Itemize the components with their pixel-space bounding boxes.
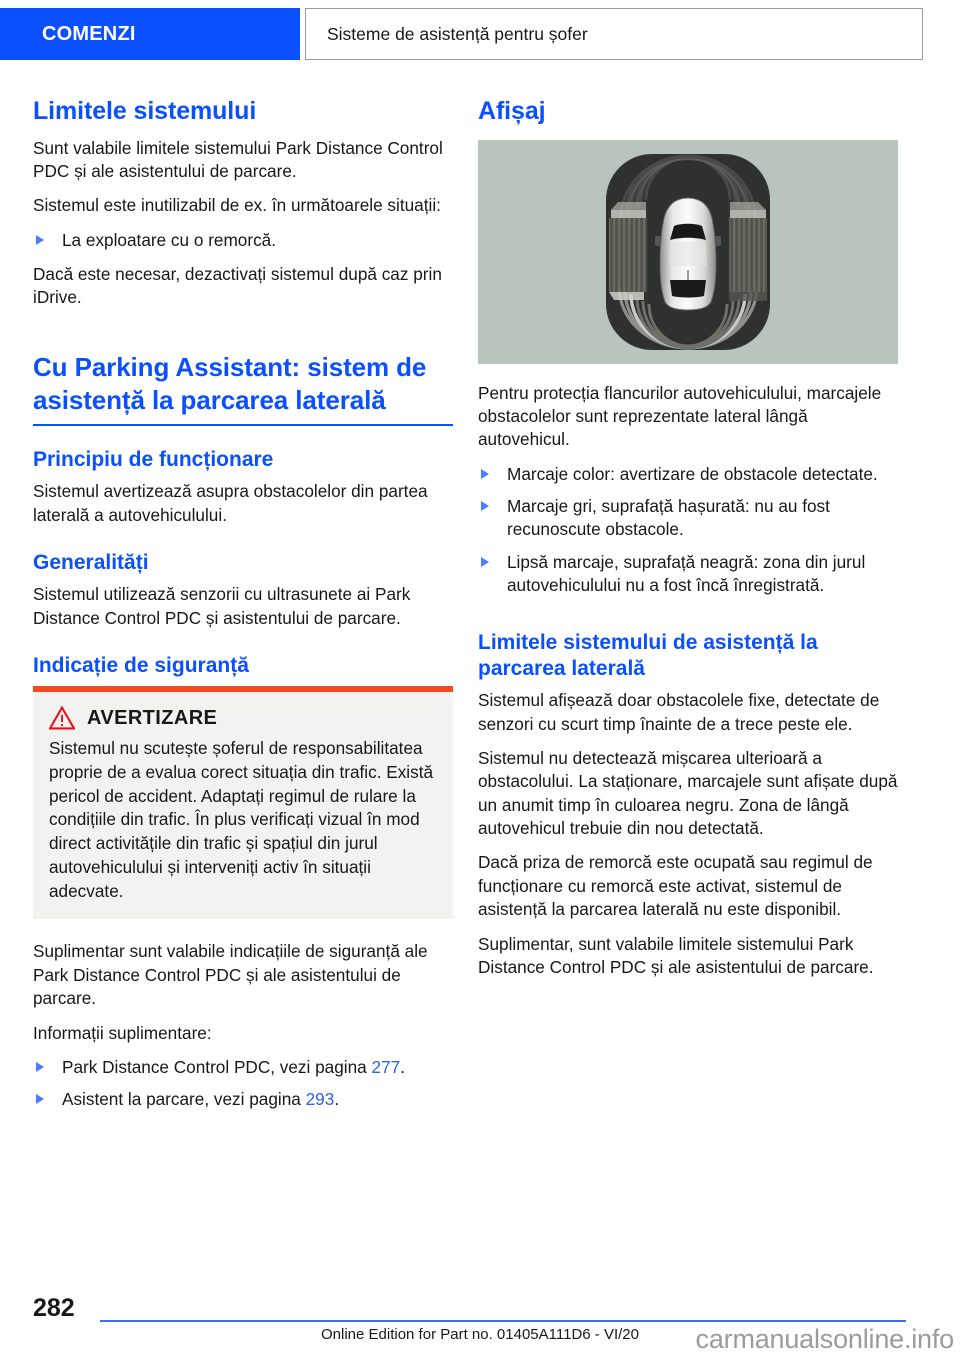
crossref-suffix: . [400, 1056, 405, 1077]
page-header [0, 8, 960, 60]
heading-indicatie-de-siguranta: Indicație de siguranță [33, 653, 249, 677]
paragraph-limits-1: Sistemul afișează doar obstacolele fixe, detectate de senzori cu scurt timp înainte de a trece peste ele. [478, 690, 880, 734]
triangle-bullet-icon [481, 557, 489, 567]
paragraph-unusable-intro: Sistemul este inutilizabil de ex. în următoarele situații: [33, 195, 441, 216]
list-item-label: Marcaje gri, suprafață hașurată: nu au fost recunoscute obstacole. [507, 496, 830, 540]
paragraph-additional-safety: Suplimentar sunt valabile indicațiile de siguranță ale Park Distance Control PDC și ale asistentului de parcare. [33, 941, 428, 1009]
triangle-bullet-icon [36, 235, 44, 245]
heading-parking-assistant: Cu Parking Assistant: sistem de asistență la parcarea laterală [33, 351, 453, 426]
triangle-bullet-icon [36, 1062, 44, 1072]
list-unusable-situations [33, 229, 453, 252]
spacer [33, 641, 453, 653]
triangle-bullet-icon [36, 1094, 44, 1104]
warning-text: Sistemul nu scutește șoferul de responsabilitatea proprie de a evalua corect situația din trafic. Există pericol de accident. Adaptați regimul de rulare la condițiile din trafic. În plus verificați vizual în mod direct activitățile din trafic și spațiul din jurul autovehiculului și interveniți activ în situații adecvate. [49, 738, 434, 901]
right-column [478, 96, 898, 990]
warning-triangle-icon [49, 706, 75, 730]
page-link-293[interactable]: 293 [305, 1089, 335, 1110]
page-footer [0, 1272, 960, 1362]
paragraph-deactivate-idrive: Dacă este necesar, dezactivați sistemul după caz prin iDrive. [33, 264, 442, 308]
heading-limitele-asistenta-laterala: Limitele sistemului de asistență la parcarea laterală [478, 630, 818, 680]
list-item [33, 1088, 453, 1111]
warning-header [49, 706, 437, 730]
crossref-label: Park Distance Control PDC, vezi pagina [62, 1056, 372, 1077]
paragraph-general: Sistemul utilizează senzorii cu ultrasunete ai Park Distance Control PDC și asistentului de parcare. [33, 584, 411, 628]
crossref-suffix: . [334, 1089, 340, 1110]
heading-principiu-de-functionare: Principiu de funcționare [33, 447, 274, 471]
spacer [33, 919, 453, 940]
warning-label: AVERTIZARE [87, 706, 218, 729]
header-chapter-label: COMENZI [42, 22, 136, 45]
spacer [478, 609, 898, 630]
vehicle-top-view [655, 198, 721, 310]
list-item [478, 551, 898, 598]
header-title-box [305, 8, 923, 60]
paragraph-limits-3: Dacă priza de remorcă este ocupată sau regimul de funcționare cu remorcă este activat, sistemul de asistență la parcarea laterală nu este disponibil. [478, 852, 873, 920]
list-item [478, 495, 898, 542]
triangle-bullet-icon [481, 501, 489, 511]
heading-generalitati: Generalități [33, 550, 149, 574]
list-item-label: Marcaje color: avertizare de obstacole detectate. [507, 463, 878, 484]
list-cross-references [33, 1056, 453, 1112]
footer-divider [100, 1320, 906, 1322]
pdc-top-view-illustration [478, 140, 898, 364]
list-item-label: La exploatare cu o remorcă. [62, 229, 277, 250]
header-title: Sisteme de asistență pentru șofer [327, 23, 588, 44]
heading-limitele-sistemului: Limitele sistemului [33, 97, 257, 125]
left-column [33, 96, 453, 1123]
pdc-illustration-svg [478, 140, 898, 364]
list-item [478, 463, 898, 486]
paragraph-limits-2: Sistemul nu detectează mișcarea ulterioară a obstacolului. La staționare, marcajele sunt afișate după un anumit timp în culoarea negru. Zona de lângă autovehicul trebuie din nou detectată. [478, 747, 898, 839]
page-link-277[interactable]: 277 [371, 1056, 401, 1077]
paragraph-limits-intro: Sunt valabile limitele sistemului Park Distance Control PDC și ale asistentului de parcare. [33, 137, 443, 181]
paragraph-display-intro: Pentru protecția flancurilor autovehiculului, marcajele obstacolelor sunt reprezentate lateral lângă autovehicul. [478, 382, 882, 450]
paragraph-more-info: Informații suplimentare: [33, 1022, 212, 1043]
list-item [33, 1056, 453, 1079]
list-item [33, 229, 453, 252]
spacer [33, 321, 453, 351]
spacer [33, 538, 453, 550]
warning-box [33, 686, 453, 919]
heading-afisaj: Afișaj [478, 97, 546, 125]
paragraph-limits-4: Suplimentar, sunt valabile limitele sistemului Park Distance Control PDC și ale asistentului de parcare. [478, 933, 874, 978]
paragraph-principle: Sistemul avertizează asupra obstacolelor din partea laterală a autovehiculului. [33, 481, 428, 525]
site-watermark: carmanualsonline.info [695, 1324, 954, 1354]
spacer [33, 426, 453, 447]
footer-edition-note: Online Edition for Part no. 01405A111D6 - VI/20 [321, 1326, 639, 1343]
page-number: 282 [33, 1294, 75, 1322]
list-marking-types [478, 463, 898, 598]
list-item-label: Lipsă marcaje, suprafață neagră: zona din jurul autovehiculului nu a fost încă înregistrată. [507, 551, 866, 596]
header-chapter-tab [0, 8, 300, 60]
triangle-bullet-icon [481, 469, 489, 479]
crossref-label: Asistent la parcare, vezi pagina [62, 1089, 306, 1110]
